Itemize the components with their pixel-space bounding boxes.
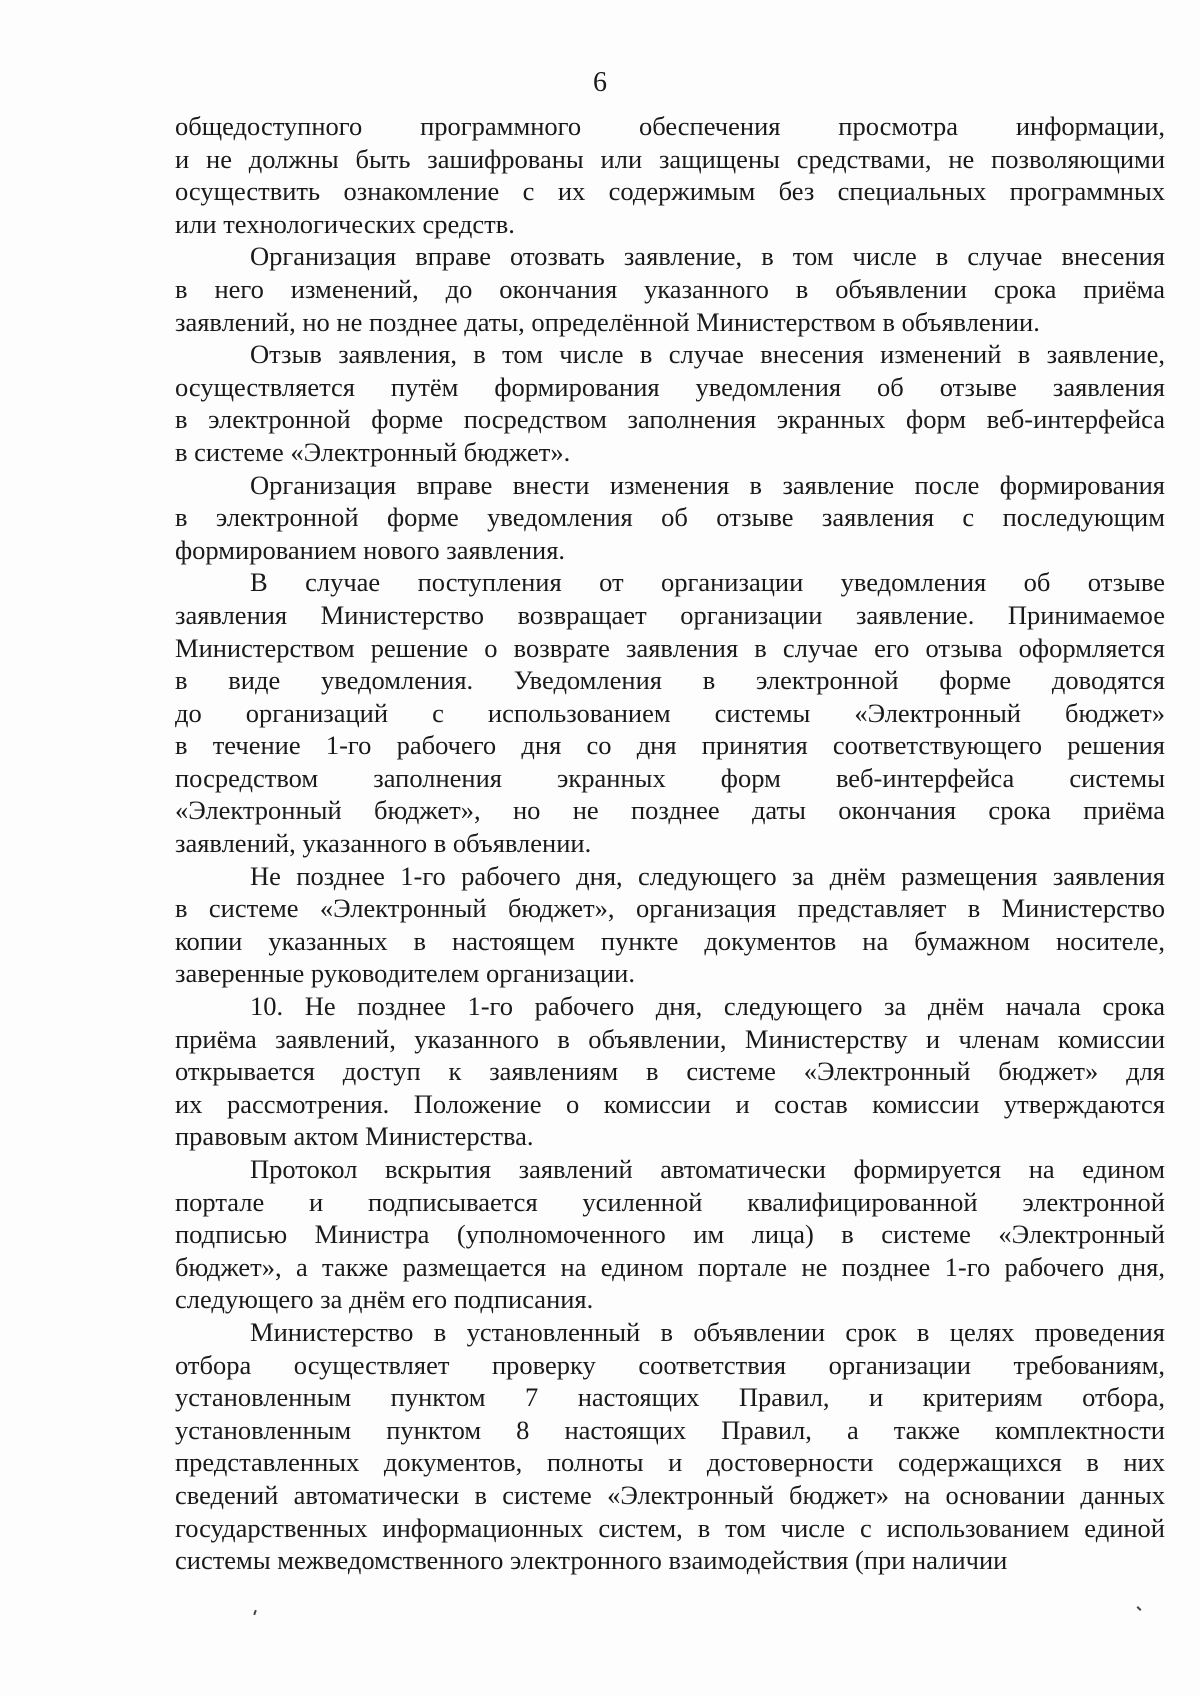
paragraph bbox=[175, 1316, 1165, 1577]
text-line: формированием нового заявления. bbox=[175, 534, 566, 565]
text-line: до организаций с использованием системы «Электронный бюджет» bbox=[175, 697, 1165, 728]
text-line: в электронной форме уведомления об отзыве заявления с последующим bbox=[175, 502, 1165, 533]
text-line: Отзыв заявления, в том числе в случае внесения изменений в заявление, bbox=[250, 339, 1165, 370]
text-line: системы межведомственного электронного взаимодействия (при наличии bbox=[175, 1545, 1008, 1576]
scan-artifact bbox=[1137, 1606, 1142, 1611]
text-line: Организация вправе внести изменения в заявление после формирования bbox=[250, 469, 1165, 500]
paragraph bbox=[175, 469, 1165, 567]
text-line: В случае поступления от организации уведомления об отзыве bbox=[250, 567, 1165, 598]
text-line: осуществляется путём формирования уведомления об отзыве заявления bbox=[175, 371, 1165, 402]
paragraph bbox=[175, 338, 1165, 468]
text-line: правовым актом Министерства. bbox=[175, 1121, 534, 1152]
text-line: заявления Министерство возвращает организации заявление. Принимаемое bbox=[175, 599, 1165, 630]
text-line: Протокол вскрытия заявлений автоматически формируется на едином bbox=[250, 1154, 1165, 1184]
text-line: установленным пунктом 7 настоящих Правил, и критериям отбора, bbox=[175, 1382, 1165, 1413]
paragraph bbox=[175, 1153, 1165, 1316]
text-line: приёма заявлений, указанного в объявлении, Министерству и членам комиссии bbox=[175, 1023, 1165, 1054]
text-line: отбора осуществляет проверку соответствия организации требованиям, bbox=[175, 1349, 1165, 1380]
page-number: 6 bbox=[593, 67, 607, 98]
text-line: в него изменений, до окончания указанного в объявлении срока приёма bbox=[175, 273, 1165, 304]
text-line: Организация вправе отозвать заявление, в том числе в случае внесения bbox=[250, 241, 1165, 272]
text-line: государственных информационных систем, в том числе с использованием единой bbox=[175, 1512, 1165, 1543]
text-line: представленных документов, полноты и достоверности содержащихся в них bbox=[175, 1447, 1165, 1478]
text-line: в течение 1-го рабочего дня со дня принятия соответствующего решения bbox=[175, 730, 1165, 761]
text-line: «Электронный бюджет», но не позднее даты окончания срока приёма bbox=[175, 795, 1165, 826]
paragraph bbox=[175, 990, 1165, 1153]
text-line: Министерство в установленный в объявлении срок в целях проведения bbox=[250, 1316, 1165, 1347]
text-line: заверенные руководителем организации. bbox=[175, 958, 635, 989]
document-body bbox=[175, 110, 1165, 1577]
text-line: посредством заполнения экранных форм веб-интерфейса системы bbox=[175, 762, 1165, 793]
text-line: открывается доступ к заявлениям в системе «Электронный бюджет» для bbox=[175, 1056, 1165, 1087]
scan-artifact bbox=[253, 1610, 257, 1615]
text-line: их рассмотрения. Положение о комиссии и состав комиссии утверждаются bbox=[175, 1088, 1165, 1119]
paragraph bbox=[175, 860, 1165, 990]
text-line: заявлений, указанного в объявлении. bbox=[175, 828, 592, 859]
text-line: или технологических средств. bbox=[175, 208, 515, 239]
paragraph bbox=[175, 240, 1165, 338]
text-line: Не позднее 1-го рабочего дня, следующего за днём размещения заявления bbox=[250, 860, 1165, 891]
text-line: установленным пунктом 8 настоящих Правил, а также комплектности bbox=[175, 1414, 1165, 1445]
text-line: в системе «Электронный бюджет», организация представляет в Министерство bbox=[175, 893, 1165, 924]
text-line: копии указанных в настоящем пункте документов на бумажном носителе, bbox=[175, 925, 1165, 956]
text-line: 10. Не позднее 1-го рабочего дня, следующего за днём начала срока bbox=[250, 991, 1165, 1022]
paragraph bbox=[175, 110, 1165, 240]
text-line: заявлений, но не позднее даты, определённой Министерством в объявлении. bbox=[175, 306, 1040, 337]
text-line: и не должны быть зашифрованы или защищены средствами, не позволяющими bbox=[175, 143, 1165, 174]
paragraph bbox=[175, 566, 1165, 859]
text-line: общедоступного программного обеспечения просмотра информации, bbox=[175, 111, 1165, 141]
text-line: сведений автоматически в системе «Электронный бюджет» на основании данных bbox=[175, 1479, 1165, 1510]
text-line: Министерством решение о возврате заявления в случае его отзыва оформляется bbox=[175, 632, 1165, 663]
text-line: портале и подписывается усиленной квалифицированной электронной bbox=[175, 1186, 1165, 1217]
text-line: в электронной форме посредством заполнения экранных форм веб-интерфейса bbox=[175, 404, 1165, 435]
text-line: следующего за днём его подписания. bbox=[175, 1284, 594, 1315]
text-line: подписью Министра (уполномоченного им лица) в системе «Электронный bbox=[175, 1219, 1165, 1250]
text-line: осуществить ознакомление с их содержимым без специальных программных bbox=[175, 176, 1165, 207]
text-line: в системе «Электронный бюджет». bbox=[175, 436, 571, 467]
text-line: бюджет», а также размещается на едином портале не позднее 1-го рабочего дня, bbox=[175, 1251, 1165, 1282]
text-line: в виде уведомления. Уведомления в электронной форме доводятся bbox=[175, 665, 1165, 696]
